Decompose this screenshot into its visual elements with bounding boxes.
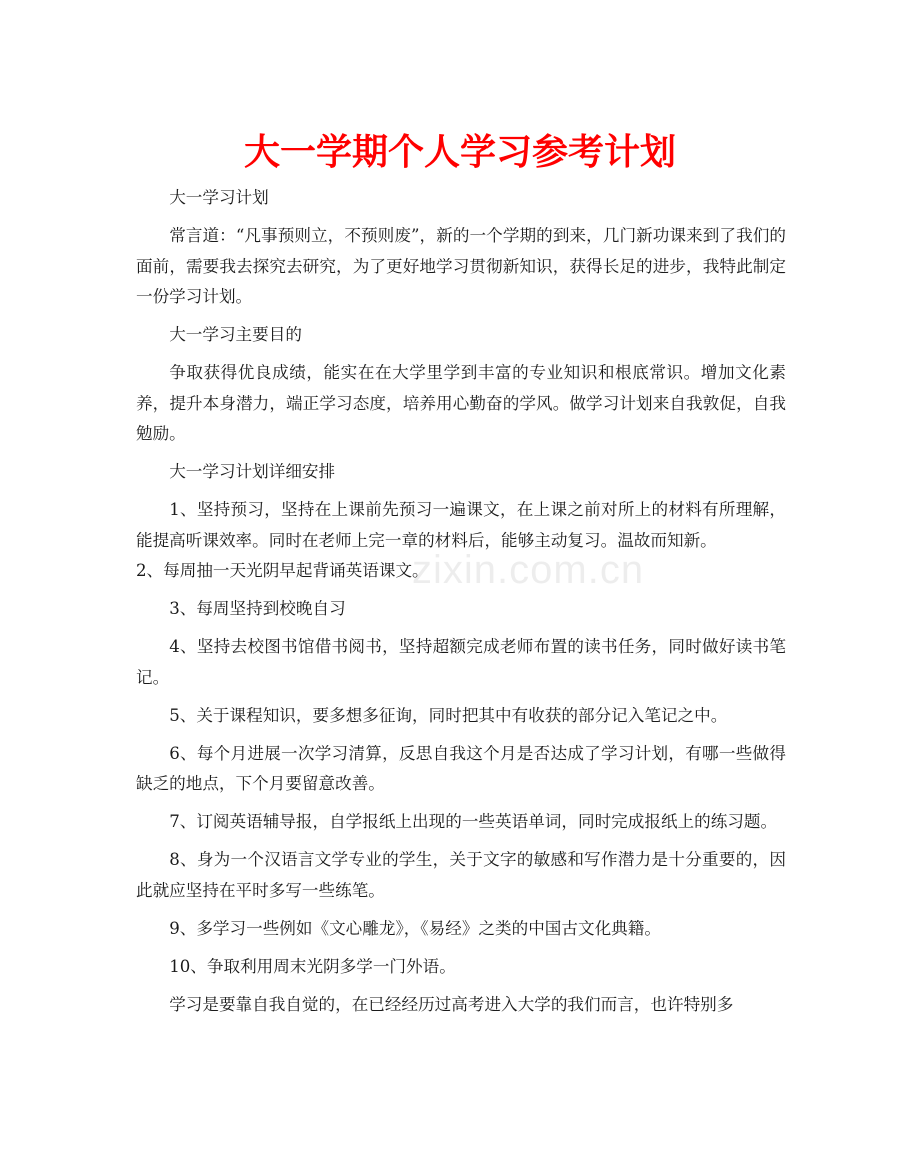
paragraph-heading-arrangement: 大一学习计划详细安排 bbox=[169, 462, 336, 481]
paragraph-heading-goal: 大一学习主要目的 bbox=[169, 325, 302, 344]
list-item-5: 5、关于课程知识，要多想多征询，同时把其中有收获的部分记入笔记之中。 bbox=[169, 705, 728, 725]
list-item-2: 2、每周抽一天光阴早起背诵英语课文。 bbox=[136, 561, 429, 580]
list-item-6: 6、每个月进展一次学习清算，反思自我这个月是否达成了学习计划，有哪一些做得缺乏的地点，下个月要留意改善。 bbox=[136, 743, 786, 793]
paragraph-heading-plan: 大一学习计划 bbox=[169, 188, 269, 207]
document-title: 大一学期个人学习参考计划 bbox=[243, 131, 676, 173]
list-item-7: 7、订阅英语辅导报，自学报纸上出现的一些英语单词，同时完成报纸上的练习题。 bbox=[169, 812, 778, 831]
paragraph-intro: 常言道：“凡事预则立，不预则废”，新的一个学期的到来，几门新功课来到了我们的面前，需要我去探究去研究，为了更好地学习贯彻新知识，获得长足的进步，我特此制定一份学习计划。 bbox=[136, 226, 786, 306]
paragraph-goal: 争取获得优良成绩，能实在在大学里学到丰富的专业知识和根底常识。增加文化素养，提升本身潜力，端正学习态度，培养用心勤奋的学风。做学习计划来自我敦促，自我勉励。 bbox=[136, 363, 786, 443]
document-body bbox=[136, 183, 786, 1028]
list-item-9: 9、多学习一些例如《文心雕龙》，《易经》之类的中国古文化典籍。 bbox=[169, 918, 661, 938]
list-item-10: 10、争取利用周末光阴多学一门外语。 bbox=[169, 956, 456, 976]
paragraph-conclusion: 学习是要靠自我自觉的，在已经经历过高考进入大学的我们而言，也许特别多 bbox=[169, 994, 734, 1014]
watermark: zixin.com.cn bbox=[412, 548, 645, 592]
list-item-1: 1、坚持预习，坚持在上课前先预习一遍课文，在上课之前对所上的材料有所理解，能提高听课效率。同时在老师上完一章的材料后，能够主动复习。温故而知新。 bbox=[136, 500, 786, 550]
list-item-3: 3、每周坚持到校晚自习 bbox=[169, 599, 346, 618]
list-item-8: 8、身为一个汉语言文学专业的学生，关于文字的敏感和写作潜力是十分重要的，因此就应坚持在平时多写一些练笔。 bbox=[136, 850, 786, 900]
list-item-4: 4、坚持去校图书馆借书阅书，坚持超额完成老师布置的读书任务，同时做好读书笔记。 bbox=[136, 637, 786, 687]
